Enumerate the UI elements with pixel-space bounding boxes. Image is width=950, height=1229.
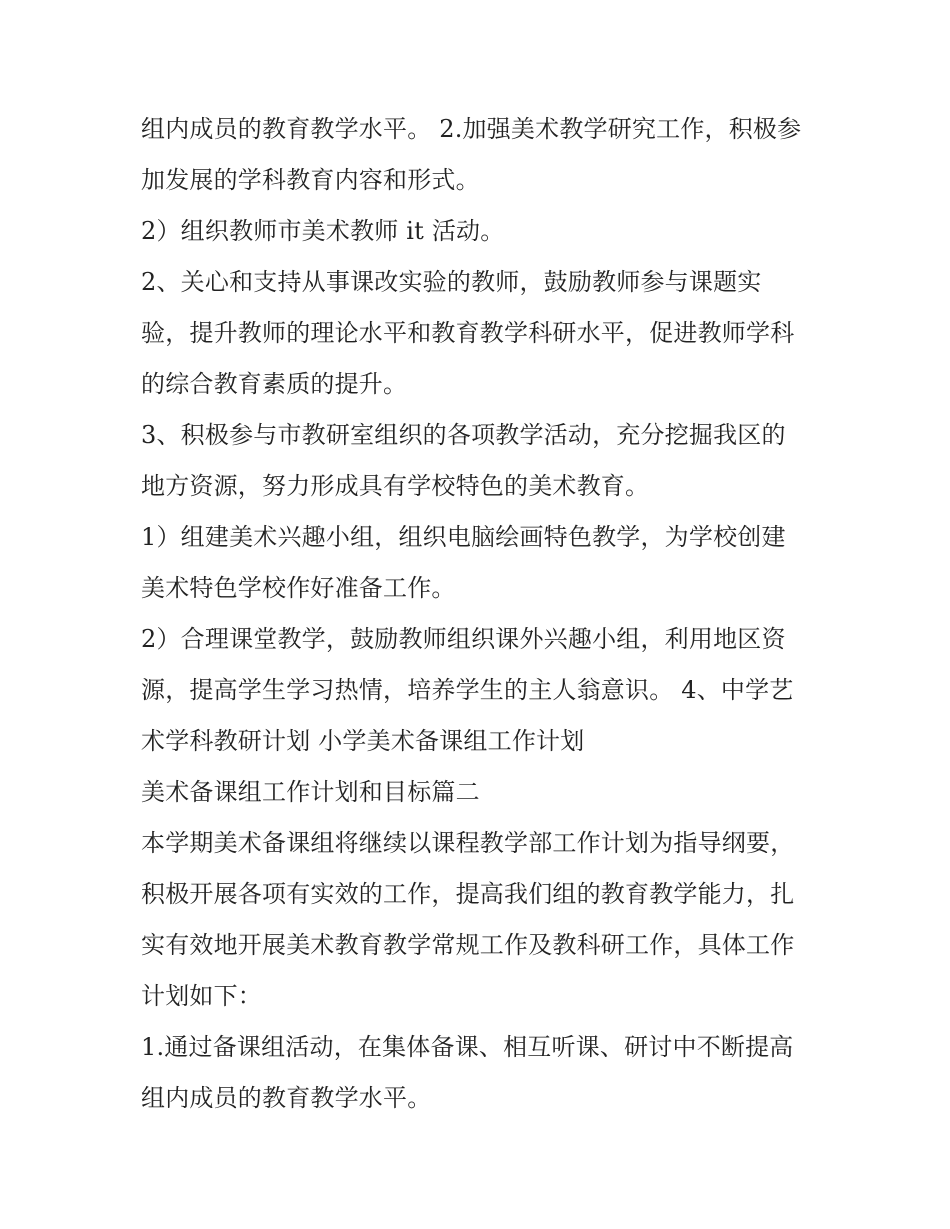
text-line: 2）组织教师市美术教师 it 活动。	[141, 217, 505, 245]
text-line: 验，提升教师的理论水平和教育教学科研水平，促进教师学科	[141, 319, 795, 347]
document-body	[141, 104, 821, 1124]
text-line: 组内成员的教育教学水平。	[141, 1084, 432, 1112]
section-heading: 美术备课组工作计划和目标篇二	[141, 778, 480, 806]
text-line: 源，提高学生学习热情，培养学生的主人翁意识。 4、中学艺	[141, 676, 794, 704]
text-line: 术学科教研计划 小学美术备课组工作计划	[141, 727, 585, 755]
text-line: 的综合教育素质的提升。	[141, 370, 408, 398]
text-line: 2）合理课堂教学，鼓励教师组织课外兴趣小组，利用地区资	[141, 625, 786, 653]
text-line: 本学期美术备课组将继续以课程教学部工作计划为指导纲要，	[141, 829, 795, 857]
text-line: 1.通过备课组活动，在集体备课、相互听课、研讨中不断提高	[141, 1033, 794, 1061]
text-line: 加发展的学科教育内容和形式。	[141, 166, 480, 194]
text-line: 计划如下：	[141, 982, 262, 1010]
text-line: 地方资源，努力形成具有学校特色的美术教育。	[141, 472, 650, 500]
text-line: 组内成员的教育教学水平。 2.加强美术教学研究工作，积极参	[141, 115, 802, 143]
text-line: 3、积极参与市教研室组织的各项教学活动，充分挖掘我区的	[141, 421, 786, 449]
text-line: 1）组建美术兴趣小组，组织电脑绘画特色教学，为学校创建	[141, 523, 786, 551]
text-line: 2、关心和支持从事课改实验的教师，鼓励教师参与课题实	[141, 268, 762, 296]
text-line: 积极开展各项有实效的工作，提高我们组的教育教学能力，扎	[141, 880, 795, 908]
text-line: 美术特色学校作好准备工作。	[141, 574, 456, 602]
text-line: 实有效地开展美术教育教学常规工作及教科研工作，具体工作	[141, 931, 795, 959]
